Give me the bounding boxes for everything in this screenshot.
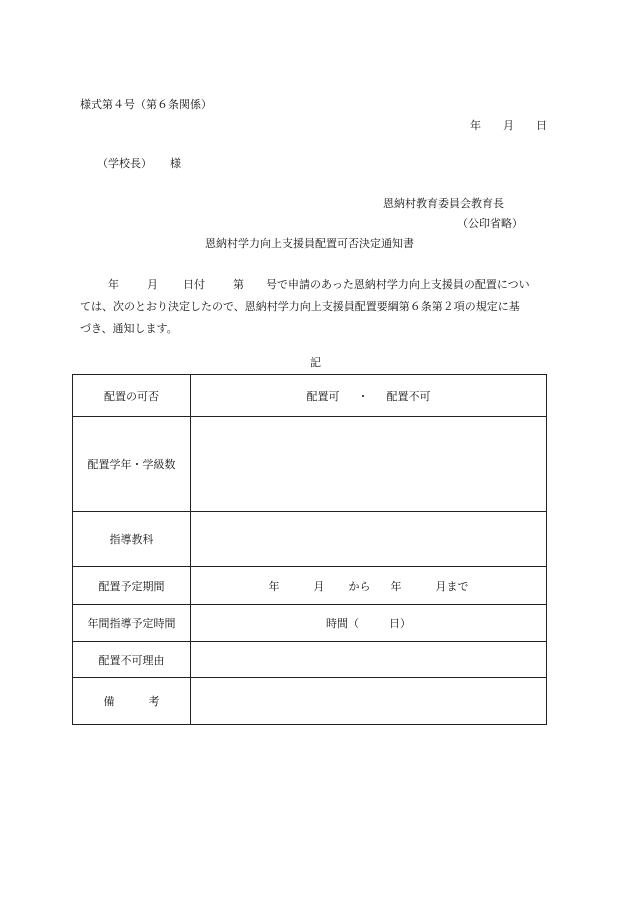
detail-table [72,374,547,725]
issuer: 恩納村教育委員会教育長 [383,197,504,210]
placement-option-no: 配置不可 [386,389,431,403]
period-label: 配置予定期間 [73,567,191,605]
period-year-start: 年 [268,579,280,593]
table-row [73,375,547,417]
date-year: 年 [470,119,481,132]
recipient-name: （学校長） [97,157,152,170]
reason-value[interactable] [191,642,547,678]
body-line-1 [80,274,555,296]
table-row [73,512,547,567]
remarks-label-b: 考 [148,695,160,708]
period-from: から [348,579,371,593]
body-number-prefix: 第 [233,278,244,291]
hours-label: 年間指導予定時間 [73,605,191,642]
date-month: 月 [503,119,514,132]
subject-value[interactable] [191,512,547,567]
body-year: 年 [108,278,119,291]
table-row [73,567,547,605]
days-text: 日） [389,617,411,630]
form-number: 様式第４号（第６条関係） [80,98,212,111]
period-month-start: 月 [313,579,325,593]
body-day: 日付 [183,278,205,291]
hours-text: 時間（ [326,617,359,630]
placement-value[interactable] [191,375,547,417]
table-row [73,642,547,678]
ki-heading: 記 [310,356,321,369]
remarks-label [73,678,191,725]
body-month: 月 [147,278,158,291]
period-value[interactable] [191,567,547,605]
recipient [97,158,181,169]
date-day: 日 [536,119,547,132]
body-line-1-rest: 号で申請のあった恩納村学力向上支援員の配置につい [266,278,530,291]
recipient-honorific: 様 [170,157,181,170]
hours-value[interactable] [191,605,547,642]
remarks-value[interactable] [191,678,547,725]
grade-label: 配置学年・学級数 [73,417,191,512]
period-month-end: 月まで [435,579,469,593]
reason-label: 配置不可理由 [73,642,191,678]
body-line-2: ては、次のとおり決定したので、恩納村学力向上支援員配置要綱第６条第２項の規定に基 [80,300,520,313]
table-row [73,605,547,642]
date-line [470,120,547,131]
placement-option-yes: 配置可 [306,389,340,403]
body-paragraph [80,274,555,340]
table-row [73,417,547,512]
placement-separator: ・ [357,389,369,403]
body-line-3: づき、通知します。 [80,322,178,335]
placement-label: 配置の可否 [73,375,191,417]
subject-label: 指導教科 [73,512,191,567]
grade-value[interactable] [191,417,547,512]
period-year-end: 年 [390,579,402,593]
document-title: 恩納村学力向上支援員配置可否決定通知書 [205,237,414,250]
seal-note: （公印省略） [457,217,523,230]
table-row [73,678,547,725]
remarks-label-a: 備 [103,695,115,708]
